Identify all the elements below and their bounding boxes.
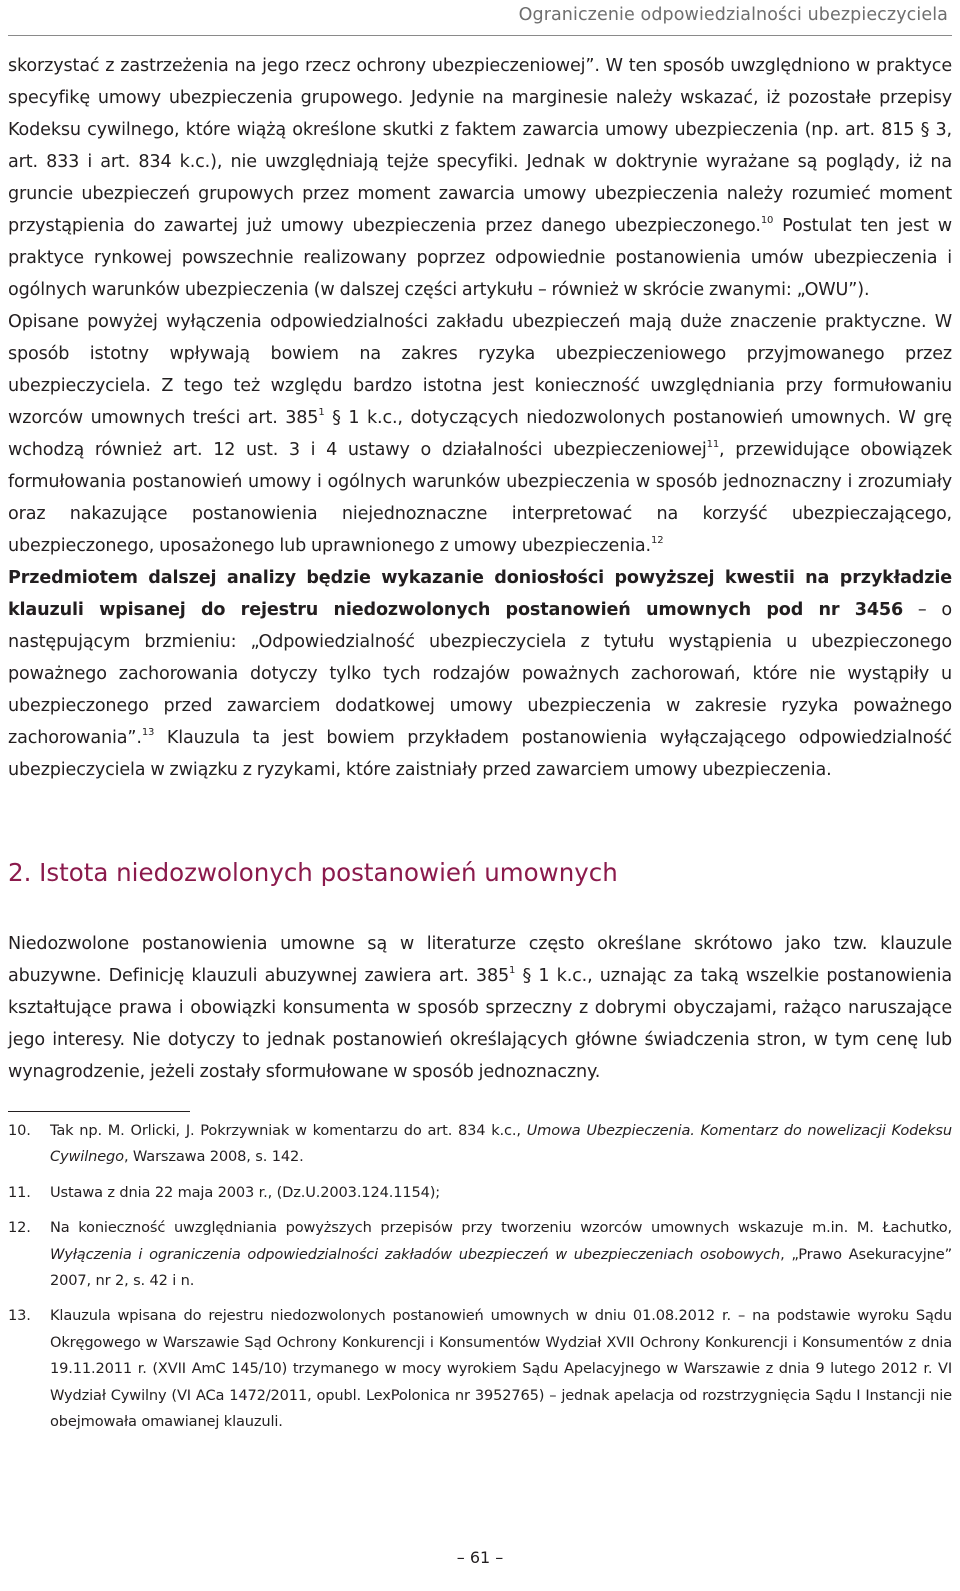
paragraph-3-text-b: Klauzula ta jest bowiem przykładem postanowienia wyłączającego odpowiedzialność ubezpieczyciela w związku z ryzykami, które zaistniały przed zawarciem umowy ubezpieczenia. [8, 728, 952, 780]
footnote-title-italic: Umowa Ubezpieczenia. Komentarz do nowelizacji Kodeksu Cywilnego [50, 1122, 952, 1166]
footnote-10 [8, 1118, 952, 1171]
footnote-text [50, 1215, 952, 1294]
footnote-text-a: Na konieczność uwzględniania powyższych przepisów przy tworzeniu wzorców umownych wskazuje m.in. M. Łachutko, [50, 1219, 952, 1237]
section-2-paragraph [8, 928, 952, 1088]
page-content [8, 50, 952, 1444]
running-header [8, 0, 952, 36]
footnote-number: 11. [8, 1183, 31, 1201]
footnote-number: 12. [8, 1219, 31, 1237]
footnote-text-a: Tak np. M. Orlicki, J. Pokrzywniak w komentarzu do art. 834 k.c., [50, 1122, 527, 1139]
superscript-1: 1 [318, 407, 325, 418]
page-number: – 61 – [456, 1548, 504, 1567]
footnote-13 [8, 1303, 952, 1435]
footnote-ref-10[interactable]: 10 [760, 215, 774, 226]
footnote-number: 13. [8, 1307, 31, 1325]
footnote-text-b: , „Prawo Asekuracyjne” 2007, nr 2, s. 42 i n. [50, 1245, 952, 1290]
paragraph-3 [8, 562, 952, 786]
footnote-text-b: , Warszawa 2008, s. 142. [123, 1148, 304, 1166]
footnote-ref-11[interactable]: 11 [706, 439, 720, 450]
footnote-divider [8, 1111, 190, 1112]
footnote-11 [8, 1180, 952, 1206]
paragraph-2 [8, 306, 952, 562]
footnote-number: 10. [8, 1122, 31, 1139]
footnotes [8, 1118, 952, 1435]
paragraph-2-text-a: Opisane powyżej wyłączenia odpowiedzialności zakładu ubezpieczeń mają duże znaczenie praktyczne. W sposób istotny wpływają bowiem na zakres ryzyka ubezpieczeniowego przyjmowanego przez ubezpieczyciela. Z tego też względu bardzo istotna jest konieczność uwzględniania przy formułowaniu wzorców umownych treści art. 385 [8, 312, 952, 428]
paragraph-1-text-a: skorzystać z zastrzeżenia na jego rzecz ochrony ubezpieczeniowej”. W ten sposób uwzględniono w praktyce specyfikę umowy ubezpieczenia grupowego. Jedynie na marginesie należy wskazać, iż pozostałe przepisy Kodeksu cywilnego, które wiążą określone skutki z faktem zawarcia umowy ubezpieczenia (np. art. 815 § 3, art. 833 i art. 834 k.c.), nie uwzględniają tejże specyfiki. Jednak w doktrynie wyrażane są poglądy, iż na gruncie ubezpieczeń grupowych przez moment zawarcia umowy ubezpieczenia należy rozumieć moment przystąpienia do zawartej już umowy ubezpieczenia przez danego ubezpieczonego. [8, 56, 952, 236]
paragraph-1 [8, 50, 952, 306]
section-2-text-a: Niedozwolone postanowienia umowne są w literaturze często określane skrótowo jako tzw. klauzule abuzywne. Definicję klauzuli abuzywnej zawiera art. 385 [8, 934, 952, 986]
footnote-ref-12[interactable]: 12 [651, 535, 664, 546]
footnote-ref-13[interactable]: 13 [141, 727, 155, 738]
paragraph-2-text-b: § 1 k.c., dotyczących niedozwolonych postanowień umownych. W grę wchodzą również art. 12 ust. 3 i 4 ustawy o działalności ubezpieczeniowej [8, 408, 952, 460]
paragraph-3-text-a: – o następującym brzmieniu: „Odpowiedzialność ubezpieczyciela z tytułu wystąpienia u ubezpieczonego poważnego zachorowania dotyczy tylko tych rodzajów poważnych zachorowań, które nie wystąpiły u ubezpieczonego przed zawarciem dodatkowej umowy ubezpieczenia w zakresie ryzyka poważnego zachorowania”. [8, 600, 952, 748]
footnote-text: Ustawa z dnia 22 maja 2003 r., (Dz.U.2003.124.1154); [50, 1183, 441, 1201]
section-2-text-b: § 1 k.c., uznając za taką wszelkie postanowienia kształtujące prawa i obowiązki konsumenta w sposób sprzeczny z dobrymi obyczajami, rażąco naruszające jego interesy. Nie dotyczy to jednak postanowień określających główne świadczenia stron, w tym cenę lub wynagrodzenie, jeżeli zostały sformułowane w sposób jednoznaczny. [8, 966, 952, 1082]
running-header-title: Ograniczenie odpowiedzialności ubezpieczyciela [518, 5, 948, 25]
superscript-1: 1 [509, 965, 516, 976]
footnote-text [50, 1118, 952, 1171]
footnote-text: Klauzula wpisana do rejestru niedozwolonych postanowień umownych w dniu 01.08.2012 r. – na podstawie wyroku Sądu Okręgowego w Warszawie Sąd Ochrony Konkurencji i Konsumentów Wydział XVII Ochrony Konkurencji i Konsumentów z dnia 19.11.2011 r. (XVII AmC 145/10) trzymanego w mocy wyrokiem Sądu Apelacyjnego w Warszawie z dnia 9 lutego 2012 r. VI Wydział Cywilny (VI ACa 1472/2011, opubl. LexPolonica nr 3952765) – jednak apelacja od rozstrzygnięcia Sądu I Instancji nie obejmowała omawianej klauzuli. [50, 1307, 952, 1431]
paragraph-1-text-b: Postulat ten jest w praktyce rynkowej powszechnie realizowany poprzez odpowiednie postanowienia umów ubezpieczenia i ogólnych warunków ubezpieczenia (w dalszej części artykułu – również w skrócie zwanymi: „OWU”). [8, 216, 952, 300]
footnote-title-italic: Wyłączenia i ograniczenia odpowiedzialności zakładów ubezpieczeń w ubezpieczeniach osobowych [50, 1245, 781, 1263]
section-heading: 2. Istota niedozwolonych postanowień umownych [8, 858, 618, 887]
paragraph-2-text-c: , przewidujące obowiązek formułowania postanowień umowy i ogólnych warunków ubezpieczenia w sposób jednoznaczny i zrozumiały oraz nakazujące postanowienia niejednoznaczne interpretować na korzyść ubezpieczającego, ubezpieczonego, uposażonego lub uprawnionego z umowy ubezpieczenia. [8, 440, 952, 556]
paragraph-3-lead: Przedmiotem dalszej analizy będzie wykazanie doniosłości powyższej kwestii na przykładzie klauzuli wpisanej do rejestru niedozwolonych postanowień umownych pod nr 3456 [8, 568, 952, 620]
footnote-12 [8, 1215, 952, 1294]
